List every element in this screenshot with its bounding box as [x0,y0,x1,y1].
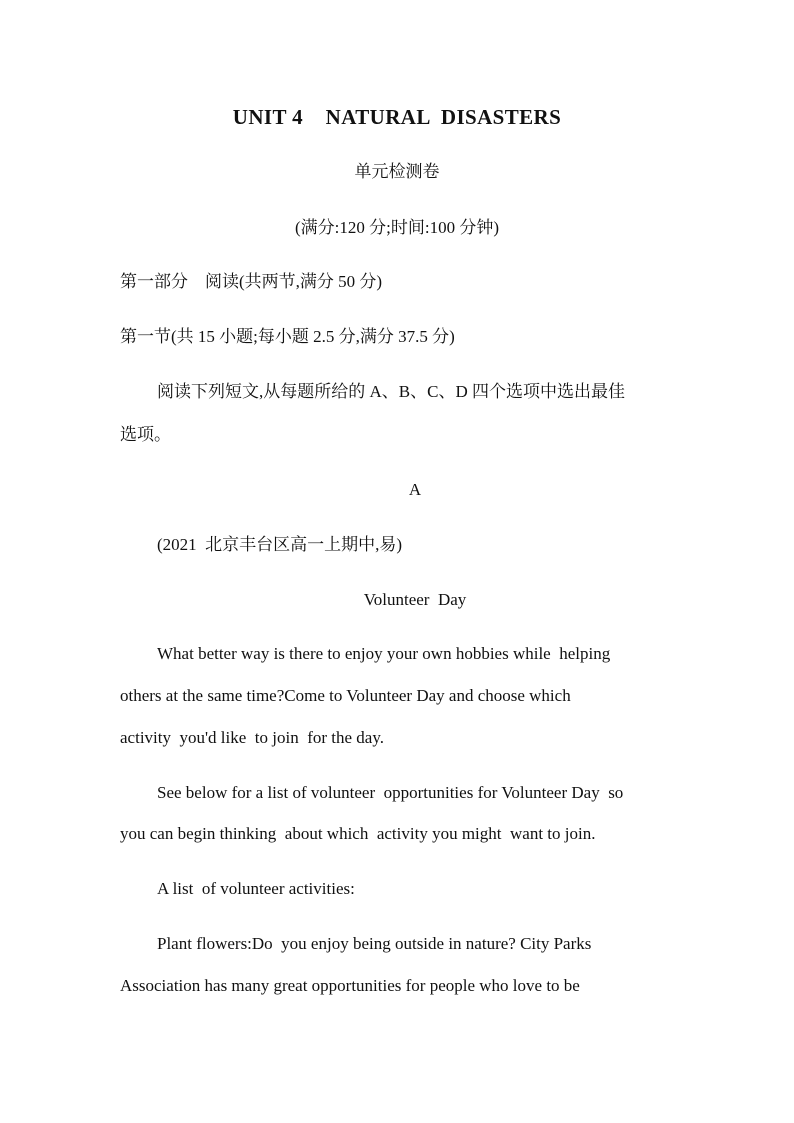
paragraph-line: others at the same time?Come to Volunteer Day and choose which [120,686,571,705]
instruction-line-2: 选项。 [120,425,171,444]
section-one-heading: 第一节(共 15 小题;每小题 2.5 分,满分 37.5 分) [120,327,455,346]
paragraph-line: What better way is there to enjoy your own hobbies while helping [157,644,611,663]
score-time-info: (满分:120 分;时间:100 分钟) [295,218,499,237]
paragraph-line: Plant flowers:Do you enjoy being outside in nature? City Parks [157,934,592,953]
passage-title: Volunteer Day [363,590,467,609]
unit-title: UNIT 4 NATURAL DISASTERS [232,105,562,129]
passage-source: (2021 北京丰台区高一上期中,易) [157,535,403,554]
paragraph-line: See below for a list of volunteer opportunities for Volunteer Day so [157,783,624,802]
test-subtitle: 单元检测卷 [354,162,440,181]
paragraph-line: A list of volunteer activities: [157,879,355,898]
paragraph-line: Association has many great opportunities for people who love to be [120,976,580,995]
passage-letter: A [408,480,422,499]
paragraph-line: you can begin thinking about which activity you might want to join. [120,824,596,843]
part-one-heading: 第一部分 阅读(共两节,满分 50 分) [120,272,383,291]
paragraph-line: activity you'd like to join for the day. [120,728,384,747]
instruction-line-1: 阅读下列短文,从每题所给的 A、B、C、D 四个选项中选出最佳 [157,382,625,401]
